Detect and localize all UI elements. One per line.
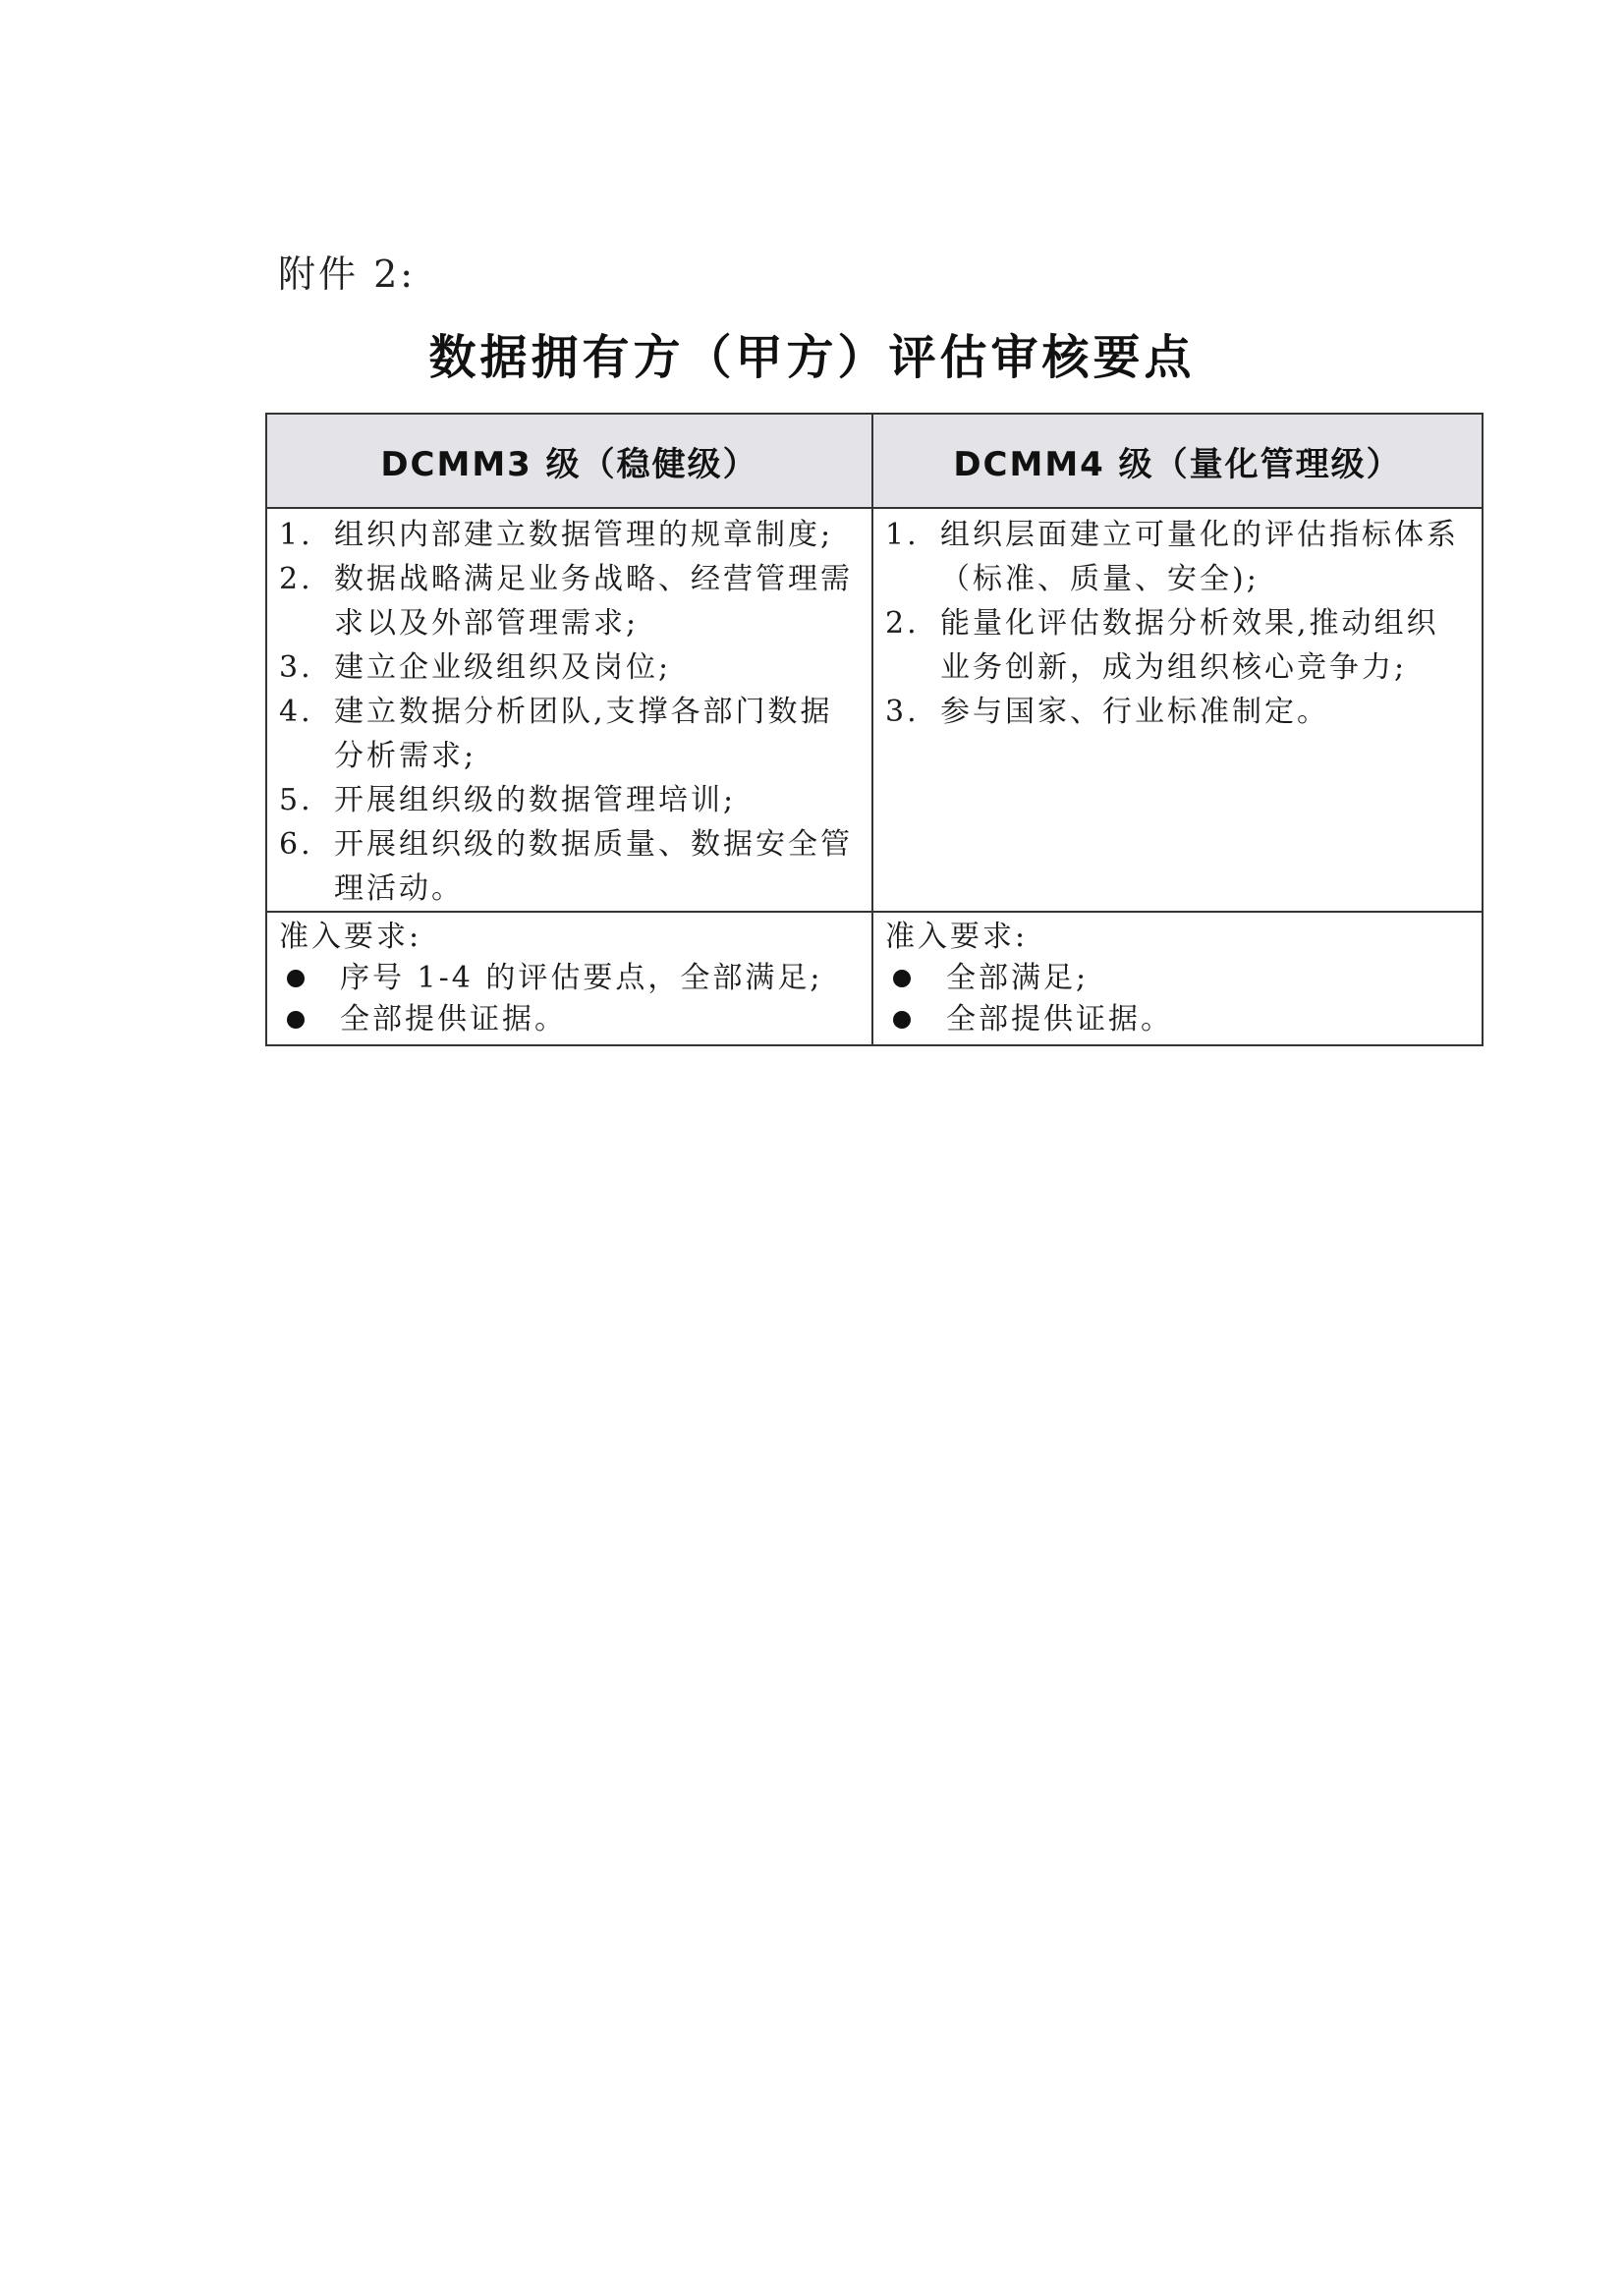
item-number: 2.: [885, 606, 920, 641]
list-item: [279, 557, 854, 645]
requirement-text: 全部提供证据。: [340, 1002, 567, 1036]
list-item: [279, 778, 854, 822]
dcmm4-points-cell: [872, 508, 1483, 912]
list-item: [279, 645, 854, 690]
list-item: [885, 958, 1470, 999]
requirement-text: 序号 1-4 的评估要点，全部满足;: [340, 961, 823, 995]
item-number: 1.: [885, 518, 920, 552]
dcmm3-requirements-cell: [266, 912, 872, 1045]
column-header-dcmm3: DCMM3 级（稳健级）: [266, 414, 872, 508]
bullet-icon: [885, 970, 946, 987]
item-text: 组织层面建立可量化的评估指标体系（标准、质量、安全);: [940, 518, 1459, 596]
dcmm4-requirements-list: [885, 958, 1470, 1040]
item-text: 开展组织级的数据质量、数据安全管理活动。: [334, 827, 853, 906]
item-number: 2.: [279, 562, 313, 596]
item-number: 5.: [279, 783, 313, 817]
dcmm3-point-list: [267, 509, 871, 911]
item-number: 1.: [279, 518, 313, 552]
criteria-table: [265, 413, 1484, 1046]
points-row: [266, 508, 1483, 912]
bullet-icon: [279, 970, 340, 987]
item-text: 参与国家、行业标准制定。: [940, 695, 1329, 729]
document-title: 数据拥有方（甲方）评估审核要点: [428, 330, 1196, 385]
bullet-icon: [279, 1011, 340, 1029]
list-item: [279, 690, 854, 778]
dcmm3-points-cell: [266, 508, 872, 912]
requirement-text: 全部满足;: [946, 961, 1090, 995]
dcmm4-point-list: [873, 509, 1482, 734]
list-item: [279, 999, 860, 1040]
item-number: 3.: [279, 650, 313, 685]
requirement-text: 全部提供证据。: [946, 1002, 1173, 1036]
item-number: 4.: [279, 695, 313, 729]
attachment-label: 附件 2:: [278, 252, 417, 296]
requirements-heading: 准入要求:: [885, 920, 1029, 954]
item-text: 能量化评估数据分析效果,推动组织业务创新，成为组织核心竞争力;: [940, 606, 1439, 685]
list-item: [279, 513, 854, 557]
list-item: [885, 999, 1470, 1040]
dcmm3-requirements-list: [279, 958, 860, 1040]
dcmm4-requirements-cell: [872, 912, 1483, 1045]
item-number: 6.: [279, 827, 313, 862]
list-item: [279, 958, 860, 999]
item-text: 数据战略满足业务战略、经营管理需求以及外部管理需求;: [334, 562, 853, 641]
item-text: 组织内部建立数据管理的规章制度;: [334, 518, 834, 552]
item-text: 建立数据分析团队,支撑各部门数据分析需求;: [334, 695, 833, 773]
list-item: [885, 513, 1464, 601]
table-header-row: [266, 414, 1483, 508]
bullet-icon: [885, 1011, 946, 1029]
list-item: [885, 601, 1464, 690]
column-header-dcmm4: DCMM4 级（量化管理级）: [872, 414, 1483, 508]
requirements-row: [266, 912, 1483, 1045]
list-item: [279, 822, 854, 911]
requirements-heading: 准入要求:: [279, 920, 422, 954]
item-text: 建立企业级组织及岗位;: [334, 650, 672, 685]
item-text: 开展组织级的数据管理培训;: [334, 783, 737, 817]
list-item: [885, 690, 1464, 734]
item-number: 3.: [885, 695, 920, 729]
